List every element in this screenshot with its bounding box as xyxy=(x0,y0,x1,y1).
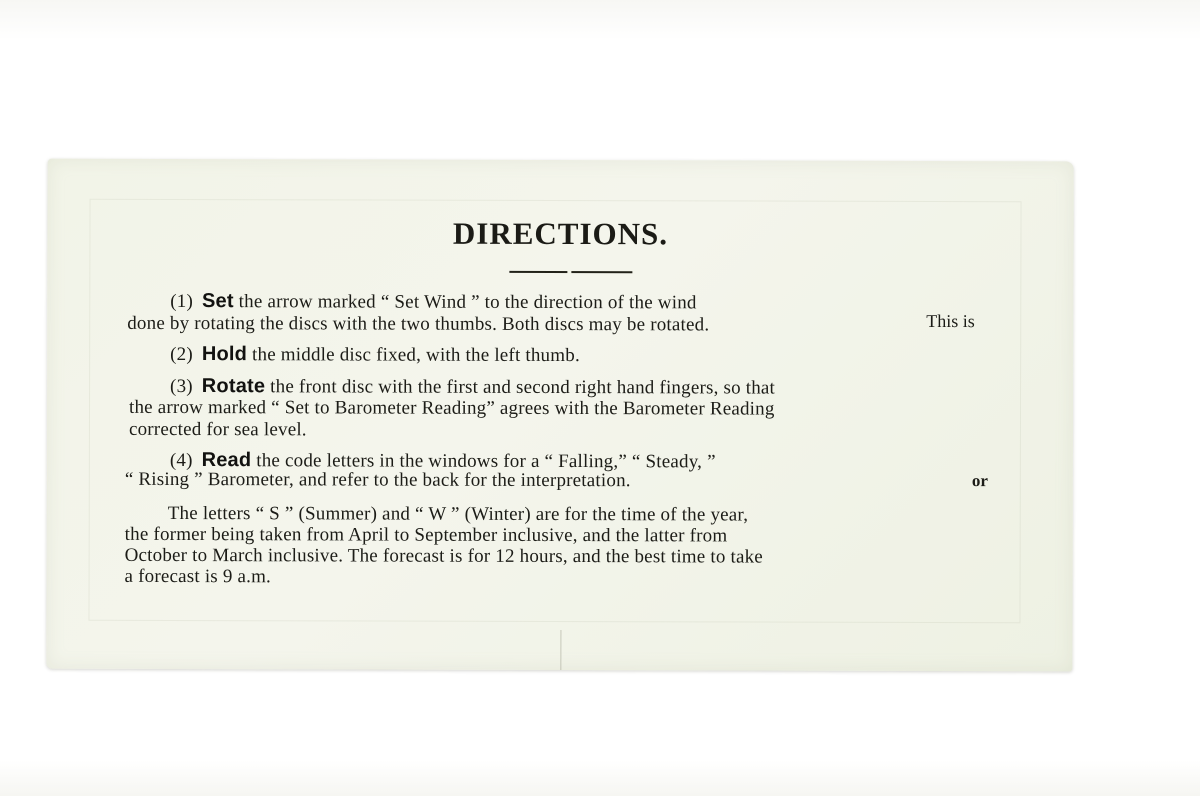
page-title: DIRECTIONS. xyxy=(452,215,669,252)
item-4-insert: or xyxy=(971,471,988,491)
item-1-line-2: done by rotating the discs with the two thumbs. Both discs may be rotated. xyxy=(127,312,710,336)
item-1-insert: This is xyxy=(926,310,975,332)
note-line-2: the former being taken from April to September inclusive, and the latter from xyxy=(124,523,728,547)
item-2-keyword: Hold xyxy=(201,343,248,366)
item-2-text-1: the middle disc fixed, with the left thumb. xyxy=(252,344,580,367)
note-line-3: October to March inclusive. The forecast is for 12 hours, and the best time to take xyxy=(124,544,763,568)
item-4-line-2: “ Rising ” Barometer, and refer to the back for the interpretation. xyxy=(124,468,631,492)
item-1-line-1 xyxy=(170,290,696,314)
item-3-line-2: the arrow marked “ Set to Barometer Reading” agrees with the Barometer Reading xyxy=(128,396,775,420)
item-2-number: (2) xyxy=(170,343,193,366)
item-2-line-1 xyxy=(170,343,580,367)
item-1-keyword: Set xyxy=(201,290,234,313)
title-underline-rule xyxy=(509,271,632,273)
item-1-number: (1) xyxy=(170,290,194,313)
item-3-line-1 xyxy=(170,375,775,400)
note-line-4: a forecast is 9 a.m. xyxy=(124,565,272,588)
note-line-1: The letters “ S ” (Summer) and “ W ” (Winter) are for the time of the year, xyxy=(167,502,749,526)
item-3-text-1: the front disc with the first and second right hand fingers, so that xyxy=(270,376,776,399)
item-4-text-1: the code letters in the windows for a “ Falling,” “ Steady, ” xyxy=(256,450,716,473)
item-3-number: (3) xyxy=(170,375,193,398)
item-1-text-1: the arrow marked “ Set Wind ” to the direction of the wind xyxy=(238,291,697,314)
item-4-keyword: Read xyxy=(201,449,252,472)
card-fold-crease xyxy=(560,630,561,670)
item-4-number: (4) xyxy=(169,449,193,472)
item-3-line-3: corrected for sea level. xyxy=(128,418,307,441)
item-3-keyword: Rotate xyxy=(201,375,266,398)
directions-card xyxy=(46,159,1073,672)
